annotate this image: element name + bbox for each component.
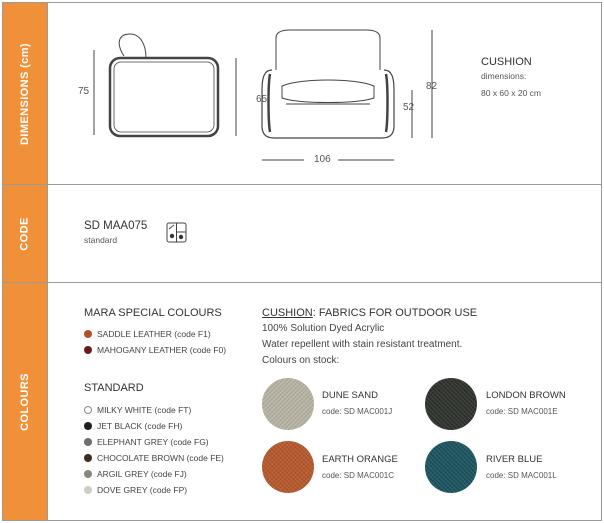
swatch-dot	[84, 406, 92, 414]
swatch-label: SADDLE LEATHER (code F1)	[97, 329, 211, 339]
swatch-dot	[84, 346, 92, 354]
colours-band-label: COLOURS	[19, 372, 31, 431]
fabric-code: code: SD MAC001E	[486, 407, 558, 416]
fabrics-heading-rest: : FABRICS FOR OUTDOOR USE	[312, 307, 478, 319]
fabric-name: LONDON BROWN	[486, 390, 566, 401]
fabric-swatch-dune-sand	[262, 378, 314, 430]
swatch-label: CHOCOLATE BROWN (code FE)	[97, 453, 224, 463]
swatch-dot	[84, 422, 92, 430]
standard-colour-item	[84, 453, 224, 463]
cushion-size: 80 x 60 x 20 cm	[481, 88, 542, 98]
swatch-dot	[84, 330, 92, 338]
code-band	[3, 185, 47, 282]
code-band-label: CODE	[18, 216, 31, 251]
cushion-subtitle: dimensions:	[481, 71, 527, 81]
total-height-value: 82	[426, 81, 438, 92]
swatch-label: ARGIL GREY (code FJ)	[97, 469, 187, 479]
standard-colour-item	[84, 469, 187, 479]
standard-colour-item	[84, 485, 187, 495]
section-divider	[2, 282, 602, 283]
left-arm	[269, 74, 271, 132]
standard-colour-item	[84, 405, 191, 415]
fabrics-heading-link: CUSHION	[262, 307, 313, 319]
swatch-label: MAHOGANY LEATHER (code F0)	[97, 345, 227, 355]
finish-symbol-icon	[165, 220, 189, 244]
fabric-name: RIVER BLUE	[486, 454, 543, 465]
colours-band	[3, 283, 47, 520]
front-seat-cushion	[282, 80, 374, 103]
swatch-label: MILKY WHITE (code FT)	[97, 405, 192, 415]
fabric-code: code: SD MAC001L	[486, 471, 557, 480]
fabric-swatch-earth-orange	[262, 441, 314, 493]
fabrics-line-1: 100% Solution Dyed Acrylic	[262, 323, 385, 334]
special-colour-item	[84, 345, 226, 355]
standard-colour-item	[84, 437, 209, 447]
fabric-name: DUNE SAND	[322, 390, 378, 401]
fabric-swatch-river-blue	[425, 441, 477, 493]
swatch-dot	[84, 486, 92, 494]
swatch-label: ELEPHANT GREY (code FG)	[97, 437, 209, 447]
seat-height-value: 65	[256, 94, 268, 105]
fabrics-heading	[262, 307, 477, 319]
fabric-code: code: SD MAC001C	[322, 471, 395, 480]
special-colour-item	[84, 329, 211, 339]
side-height-value: 75	[78, 86, 90, 97]
fabric-code: code: SD MAC001J	[322, 407, 393, 416]
special-colours-heading: MARA SPECIAL COLOURS	[84, 307, 222, 319]
dimensions-band-label: DIMENSIONS (cm)	[19, 42, 31, 145]
swatch-label: JET BLACK (code FH)	[97, 421, 183, 431]
product-code: SD MAA075	[84, 220, 148, 232]
side-cushion	[119, 34, 146, 58]
swatch-dot	[84, 454, 92, 462]
width-value: 106	[314, 154, 331, 165]
fabrics-line-3: Colours on stock:	[262, 355, 340, 366]
arm-height-value: 52	[403, 102, 415, 113]
side-body-inner	[114, 62, 214, 132]
fabric-swatch-london-brown	[425, 378, 477, 430]
cushion-title: CUSHION	[481, 56, 532, 68]
side-body	[110, 58, 218, 136]
swatch-dot	[84, 438, 92, 446]
standard-colours-heading: STANDARD	[84, 382, 144, 394]
fabric-name: EARTH ORANGE	[322, 454, 398, 465]
front-back-cushion	[276, 30, 380, 70]
swatch-label: DOVE GREY (code FP)	[97, 485, 188, 495]
swatch-dot	[84, 470, 92, 478]
right-arm	[386, 74, 388, 132]
fabrics-line-2: Water repellent with stain resistant treatment.	[262, 339, 463, 350]
product-variant: standard	[84, 235, 118, 245]
standard-colour-item	[84, 421, 182, 431]
